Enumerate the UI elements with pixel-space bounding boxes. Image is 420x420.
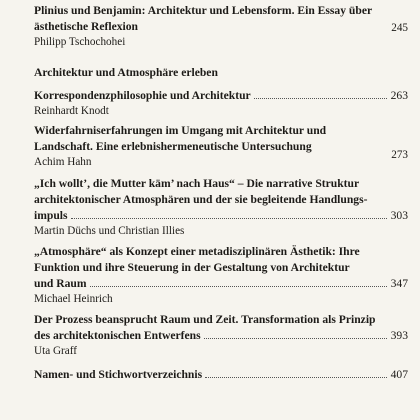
entry-title-line: und Raum (34, 277, 87, 290)
page-number: 263 (390, 89, 408, 102)
toc-entry (34, 367, 408, 383)
entry-author: Uta Graff (34, 345, 77, 357)
dot-leader (204, 338, 387, 339)
page-number: 245 (391, 22, 408, 34)
entry-title-line: Landschaft. Eine erlebnishermeneutische Untersuchung (34, 140, 312, 153)
page-number: 273 (391, 149, 408, 161)
entry-author: Philipp Tschochohei (34, 36, 126, 48)
entry-title-line: Der Prozess beansprucht Raum und Zeit. Transformation als Prinzip (34, 313, 376, 326)
entry-author: Martin Düchs und Christian Illies (34, 225, 185, 237)
toc-entry (34, 88, 408, 119)
entry-title-line: Plinius und Benjamin: Architektur und Lebensform. Ein Essay über (34, 4, 373, 17)
dot-leader (205, 377, 387, 378)
section-heading: Architektur und Atmosphäre erleben (34, 66, 218, 79)
entry-author: Reinhardt Knodt (34, 105, 109, 117)
toc-entry (34, 244, 408, 307)
entry-title-line: architektonischer Atmosphären und der sie begleitende Handlungs- (34, 193, 368, 206)
page-number: 393 (390, 329, 408, 342)
entry-author: Michael Heinrich (34, 293, 113, 305)
entry-author: Achim Hahn (34, 156, 92, 168)
entry-title-line: Funktion und ihre Steuerung in der Gestaltung von Architektur (34, 261, 350, 274)
entry-title-line: Namen- und Stichwortverzeichnis (34, 368, 203, 381)
toc-entry (34, 176, 408, 239)
dot-leader (254, 98, 387, 99)
entry-title-line: des architektonischen Entwerfens (34, 329, 201, 342)
entry-title-line: Korrespondenzphilosophie und Architektur (34, 89, 251, 102)
entry-title-line: ästhetische Reflexion (34, 20, 139, 33)
entry-title-line: „Ich wollt’, die Mutter käm’ nach Haus“ – Die narrative Struktur (34, 177, 360, 190)
entry-title-line: „Atmosphäre“ als Konzept einer metadisziplinären Ästhetik: Ihre (34, 245, 360, 258)
dot-leader (90, 286, 387, 287)
toc-entry (34, 312, 408, 359)
entry-title-line: impuls (34, 209, 68, 222)
toc-entry (34, 123, 408, 170)
page-number: 407 (390, 368, 408, 381)
page-number: 347 (390, 277, 408, 290)
toc-entry (34, 3, 408, 50)
entry-title-line: Widerfahrniserfahrungen im Umgang mit Architektur und (34, 124, 327, 137)
dot-leader (71, 218, 387, 219)
page-number: 303 (390, 209, 408, 222)
